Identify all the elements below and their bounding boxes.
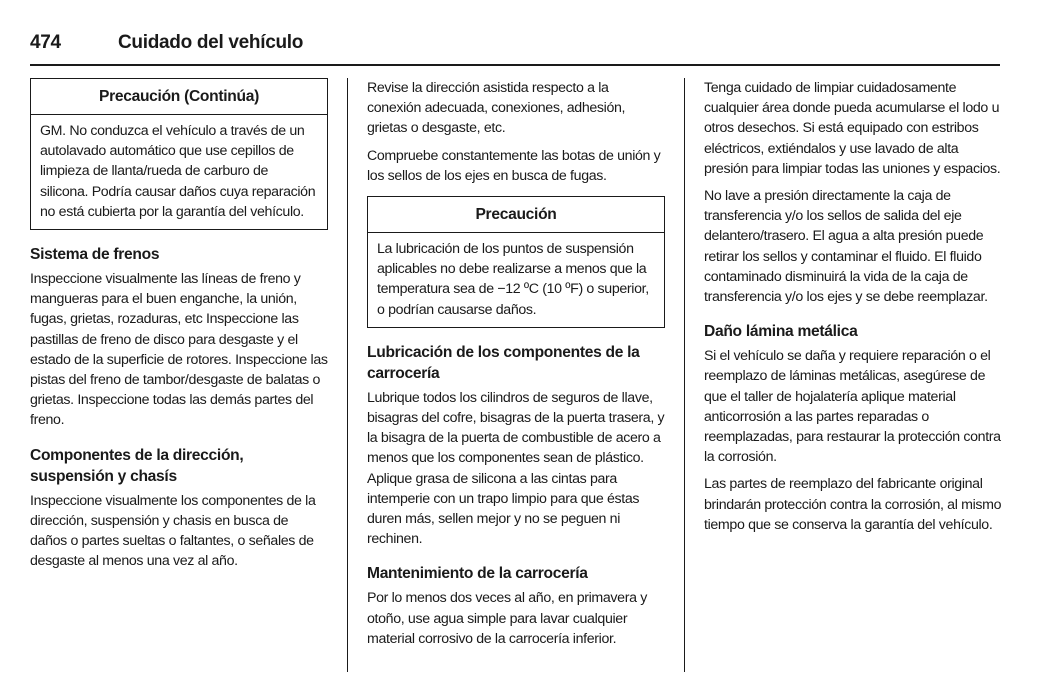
caution-box-body: GM. No conduzca el vehículo a través de un autolavado automático que use cepillos de limpieza de llanta/rueda de carburo de silicona. Podría causar daños cuya reparación no está cubierta por la garantía del vehículo.	[40, 123, 316, 220]
caution-box-continued	[30, 78, 328, 230]
page-number: 474	[30, 32, 61, 53]
section-title: Cuidado del vehículo	[118, 32, 304, 53]
caution-box-title: Precaución (Continúa)	[31, 79, 327, 115]
sheet-metal-text: Si el vehículo se daña y requiere reparación o el reemplazo de láminas metálicas, asegúrese de que el taller de hojalatería aplique material anticorrosión a las partes reparadas o reemplazadas, para restaurar la protección contra la corrosión.	[704, 348, 1001, 466]
pressure-wash-warning-text: No lave a presión directamente la caja de transferencia y/o los sellos de salida del eje delantero/trasero. El agua a alta presión puede retirar los sellos y contaminar el fluido. El fluido contaminado disminuirá la vida de la caja de transferencia y/o los ejes y se debe reemplazar.	[704, 188, 988, 306]
brakes-text: Inspeccione visualmente las líneas de freno y mangueras para el buen enganche, la unión, fugas, grietas, rozaduras, etc Inspeccione las pastillas de freno de disco para desgaste y el estado de la superficie de rotores. Inspeccione las pistas del freno de tambor/desgaste de balatas o grietas. Inspeccione todas las demás partes del freno.	[30, 271, 328, 429]
boots-seals-text: Compruebe constantemente las botas de unión y los sellos de los ejes en busca de fugas.	[367, 147, 661, 184]
cleaning-text: Tenga cuidado de limpiar cuidadosamente cualquier área donde pueda acumularse el lodo u otros desechos. Si está equipado con estribos eléctricos, extiéndalos y use lavado de alta presión para limpiar todas las uniones y espacios.	[704, 80, 1001, 177]
brakes-heading: Sistema de frenos	[30, 246, 160, 264]
column-middle	[367, 78, 665, 656]
caution-box-body: La lubricación de los puntos de suspensión aplicables no debe realizarse a menos que la temperatura sea de −12 ºC (10 ºF) o superior, o podrían causarse daños.	[377, 241, 649, 318]
page-header	[30, 30, 1000, 66]
replacement-parts-text: Las partes de reemplazo del fabricante original brindarán protección contra la corrosión, al mismo tiempo que se conserva la garantía del vehículo.	[704, 476, 1002, 533]
caution-box	[367, 196, 665, 328]
column-divider	[347, 78, 348, 672]
column-left	[30, 78, 328, 578]
column-divider	[684, 78, 685, 672]
lubrication-heading: Lubricación de los componentes de la carrocería	[367, 343, 640, 382]
body-maintenance-text: Por lo menos dos veces al año, en primavera y otoño, use agua simple para lavar cualquier material corrosivo de la carrocería inferior.	[367, 590, 647, 647]
body-maintenance-heading: Mantenimiento de la carrocería	[367, 565, 588, 583]
steering-text: Inspeccione visualmente los componentes de la dirección, suspensión y chasis en busca de daños o partes sueltas o faltantes, o señales de desgaste al menos una vez al año.	[30, 492, 316, 570]
caution-box-title: Precaución	[368, 197, 664, 233]
column-right	[704, 78, 1002, 542]
sheet-metal-heading: Daño lámina metálica	[704, 323, 858, 341]
lubrication-text: Lubrique todos los cilindros de seguros de llave, bisagras del cofre, bisagras de la puerta trasera, y la bisagra de la puerta de combustible de acero a menos que los componentes sean de plástico. Aplique grasa de silicona a las cintas para intemperie con un trapo limpio para que éstas duren más, sellen mejor y no se peguen ni rechinen.	[367, 389, 665, 548]
power-steering-text: Revise la dirección asistida respecto a la conexión adecuada, conexiones, adhesión, grietas o desgaste, etc.	[367, 80, 626, 137]
steering-heading: Componentes de la dirección, suspensión y chasís	[30, 446, 244, 485]
